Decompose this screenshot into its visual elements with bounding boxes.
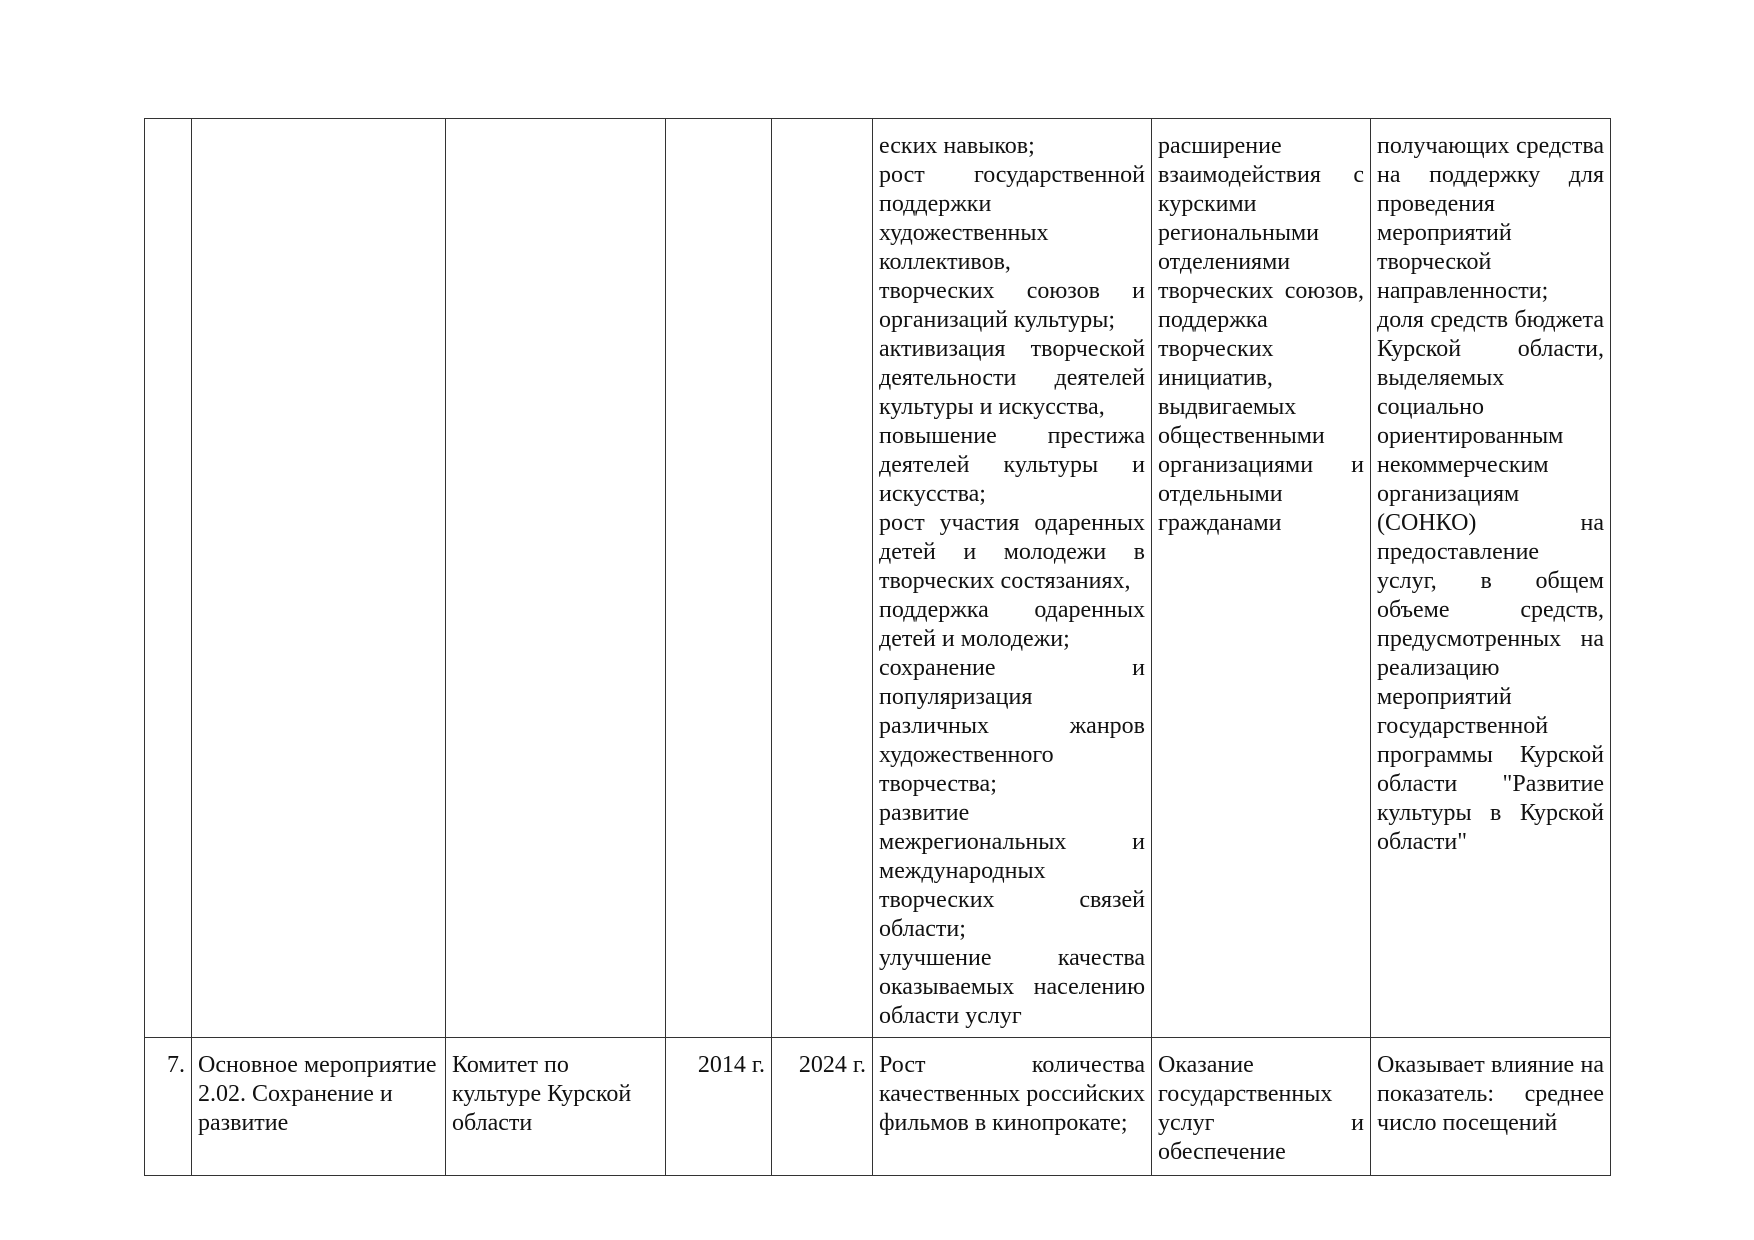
cell-number (145, 119, 192, 1038)
cell-number (145, 1038, 192, 1176)
result-line: рост государственной поддержки художественных коллективов, (879, 162, 1145, 275)
cell-expected-results (873, 1038, 1152, 1176)
result-line: активизация творческой деятельности деятелей культуры и искусства, (879, 336, 1145, 420)
result-line: улучшение качества оказываемых населению области услуг (879, 945, 1145, 1029)
result-line: творческих союзов и организаций культуры; (879, 278, 1145, 333)
indicator-line: доля средств бюджета Курской области, выделяемых социально ориентированным некоммерческим организациям (СОНКО) на предоставление услуг, в общем объеме средств, предусмотренных на реализацию мероприятий государственной программы Курской области "Развитие культуры в Курской области" (1377, 307, 1604, 855)
cell-event-name (192, 119, 446, 1038)
result-line: рост участия одаренных детей и молодежи в творческих состязаниях, (879, 510, 1145, 594)
cell-end-year (772, 1038, 873, 1176)
event-name: Основное мероприятие 2.02. Сохранение и развитие (198, 1052, 437, 1136)
result-line: сохранение и популяризация различных жанров художественного творчества; (879, 655, 1145, 797)
indicator-line: получающих средства на поддержку для проведения мероприятий творческой направленности; (1377, 133, 1604, 304)
responsible-executor: Комитет по культуре Курской области (452, 1052, 632, 1136)
cell-related-activities (1152, 119, 1371, 1038)
result-line: поддержка одаренных детей и молодежи; (879, 597, 1145, 652)
table-row-continued (145, 119, 1611, 1038)
cell-event-name (192, 1038, 446, 1176)
result-line: еских навыков; (879, 133, 1035, 159)
result-text: Рост количества качественных российских фильмов в кинопрокате; (879, 1052, 1145, 1136)
related-text: Оказание государственных услуг и обеспечение (1158, 1052, 1364, 1165)
cell-related-activities (1152, 1038, 1371, 1176)
table-row-7 (145, 1038, 1611, 1176)
cell-expected-results (873, 119, 1152, 1038)
cell-indicators (1371, 119, 1611, 1038)
row-number: 7. (167, 1052, 185, 1078)
end-year: 2024 г. (798, 1052, 866, 1078)
cell-start-year (666, 119, 772, 1038)
result-line: повышение престижа деятелей культуры и искусства; (879, 423, 1145, 507)
indicator-text: Оказывает влияние на показатель: среднее число посещений (1377, 1052, 1604, 1136)
cell-end-year (772, 119, 873, 1038)
program-table (144, 118, 1611, 1176)
cell-start-year (666, 1038, 772, 1176)
start-year: 2014 г. (697, 1052, 765, 1078)
result-line: развитие межрегиональных и международных творческих связей области; (879, 800, 1145, 942)
cell-responsible (446, 1038, 666, 1176)
cell-indicators (1371, 1038, 1611, 1176)
cell-responsible (446, 119, 666, 1038)
related-text: расширение взаимодействия с курскими региональными отделениями творческих союзов, поддержка творческих инициатив, выдвигаемых общественными организациями и отдельными гражданами (1158, 133, 1364, 536)
